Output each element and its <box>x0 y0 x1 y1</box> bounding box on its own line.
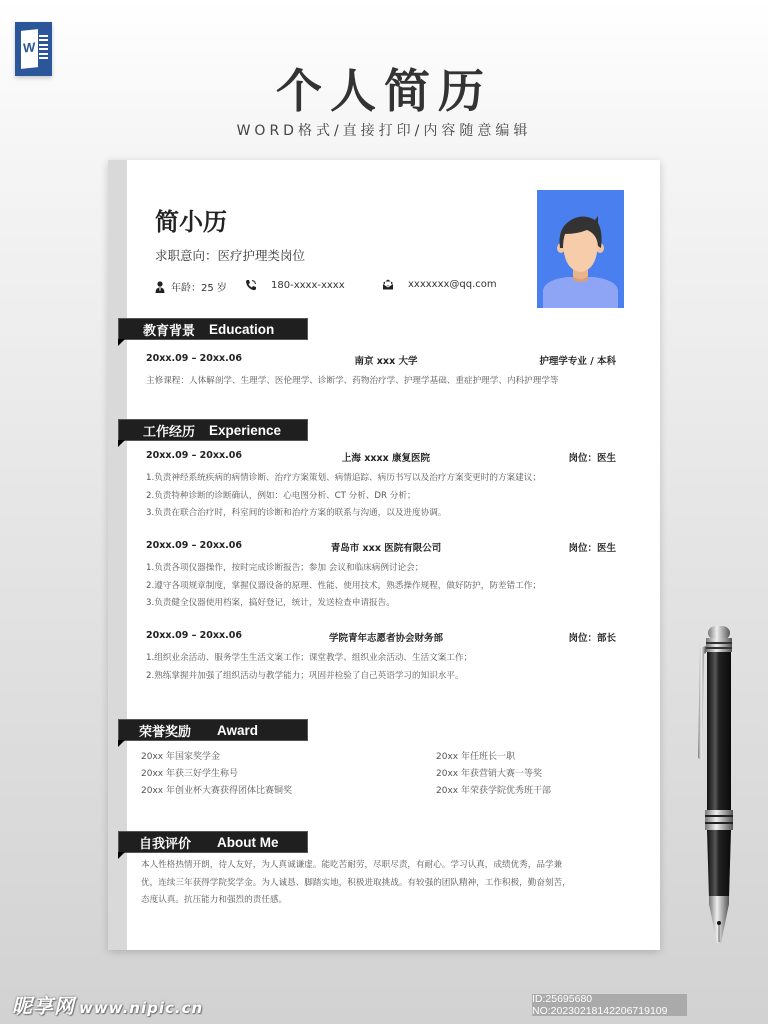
job-position: 岗位：医生 <box>568 453 616 464</box>
award-list-left <box>141 749 292 800</box>
detail-line: 1.组织业余活动、服务学生生活文案工作；课堂教学、组织业余活动、生活文案工作； <box>146 653 473 663</box>
section-title-en: About Me <box>217 834 279 850</box>
profile-photo <box>537 190 624 308</box>
date-range: 20xx.09 – 20xx.06 <box>146 540 242 551</box>
page-subtitle: WORD格式/直接打印/内容随意编辑 <box>236 123 532 139</box>
section-title-cn: 自我评价 <box>139 836 192 852</box>
detail-line: 1.负责神经系统疾病的病情诊断、治疗方案策划、病情追踪、病历书写以及治疗方案变更时的方案建议； <box>146 473 541 483</box>
detail-line: 3.负责在联合治疗时，科室间的诊断和治疗方案的联系与沟通，以及进度协调。 <box>146 508 447 518</box>
evaluation-line: 态度认真。抗压能力和强烈的责任感。 <box>141 895 288 905</box>
date-range: 20xx.09 – 20xx.06 <box>146 353 242 364</box>
detail-line: 1.负责各项仪器操作，按时完成诊断报告；参加 会议和临床病例讨论会； <box>146 563 424 573</box>
fountain-pen-icon <box>694 618 742 948</box>
contact-email <box>382 279 497 290</box>
detail-line: 2.遵守各项规章制度，掌握仪器设备的原理、性能、使用技术，熟悉操作规程，做好防护，防差错工作； <box>146 580 541 591</box>
phone-icon <box>245 279 257 291</box>
watermark-id: ID:25695680 NO:20230218142206719109 <box>532 994 687 1016</box>
job-position: 岗位：医生 <box>568 543 616 554</box>
section-title-cn: 教育背景 <box>143 323 196 339</box>
award-item: 20xx 年创业杯大赛获得团体比赛铜奖 <box>141 786 292 796</box>
word-letter: W <box>23 39 36 56</box>
section-title-cn: 工作经历 <box>143 424 196 440</box>
person-icon <box>155 281 165 293</box>
watermark-brand <box>12 990 203 1019</box>
experience-details <box>146 560 626 613</box>
award-item: 20xx 年获三好学生称号 <box>141 769 238 779</box>
experience-row <box>146 630 616 644</box>
award-item: 20xx 年国家奖学金 <box>141 752 220 762</box>
section-header-about <box>118 831 308 853</box>
experience-row <box>146 540 616 554</box>
award-item: 20xx 年任班长一职 <box>436 752 515 762</box>
section-header-experience <box>118 419 308 441</box>
date-range: 20xx.09 – 20xx.06 <box>146 630 242 641</box>
award-list-right <box>436 749 551 800</box>
detail-line: 3.负责健全仪器使用档案，搞好登记，统计，发送检查申请报告。 <box>146 598 395 608</box>
contact-age <box>155 279 227 294</box>
date-range: 20xx.09 – 20xx.06 <box>146 450 242 461</box>
age-text: 年龄：25 岁 <box>171 283 227 294</box>
candidate-name: 简小历 <box>155 208 227 236</box>
major-degree: 护理学专业 / 本科 <box>539 356 616 367</box>
section-header-award <box>118 719 308 741</box>
job-position: 岗位：部长 <box>568 633 616 644</box>
employer-name: 上海 xxxx 康复医院 <box>341 453 431 464</box>
email-text: xxxxxxx@qq.com <box>408 279 497 290</box>
section-title-en: Award <box>217 722 259 738</box>
email-icon <box>382 279 394 290</box>
self-evaluation <box>141 857 631 910</box>
avatar-icon <box>537 190 624 308</box>
evaluation-line: 本人性格热情开朗，待人友好，为人真诚谦虚。能吃苦耐劳，尽职尽责，有耐心。学习认真，成绩优秀，品学兼 <box>141 860 563 870</box>
page-title: 个人简历 <box>276 64 492 118</box>
employer-name: 学院青年志愿者协会财务部 <box>328 633 443 644</box>
employer-name: 青岛市 xxx 医院有限公司 <box>330 543 442 554</box>
section-title-cn: 荣誉奖励 <box>139 724 192 740</box>
experience-row <box>146 450 616 464</box>
section-title-en: Education <box>209 321 275 337</box>
watermark-brand-name: 昵享网 <box>12 994 75 1018</box>
section-title-en: Experience <box>209 422 282 438</box>
detail-line: 2.负责特种诊断的诊断确认，例如：心电图分析、CT 分析、DR 分析； <box>146 490 416 501</box>
detail-line: 2.熟练掌握并加强了组织活动与教学能力；巩固并检验了自己英语学习的知识水平。 <box>146 670 464 681</box>
experience-details <box>146 470 626 523</box>
watermark-url: www.nipic.cn <box>79 999 204 1017</box>
award-item: 20xx 年荣获学院优秀班干部 <box>436 786 551 796</box>
section-header-education <box>118 318 308 340</box>
phone-text: 180-xxxx-xxxx <box>271 279 345 291</box>
contact-phone <box>245 279 345 291</box>
course-list: 主修课程：人体解剖学、生理学、医伦理学、诊断学、药物治疗学、护理学基础、重症护理学、内科护理学等 <box>146 376 559 386</box>
job-intent: 求职意向：医疗护理类岗位 <box>155 248 306 263</box>
resume-page <box>108 160 660 950</box>
education-row <box>146 353 616 367</box>
evaluation-line: 优，连续三年获得学院奖学金。为人诚恳、脚踏实地，积极进取挑战。有较强的团队精神，工作积极，勤奋刻苦， <box>141 877 571 888</box>
experience-details <box>146 650 626 685</box>
school-name: 南京 xxx 大学 <box>354 356 418 367</box>
award-item: 20xx 年获营销大赛一等奖 <box>436 769 542 779</box>
